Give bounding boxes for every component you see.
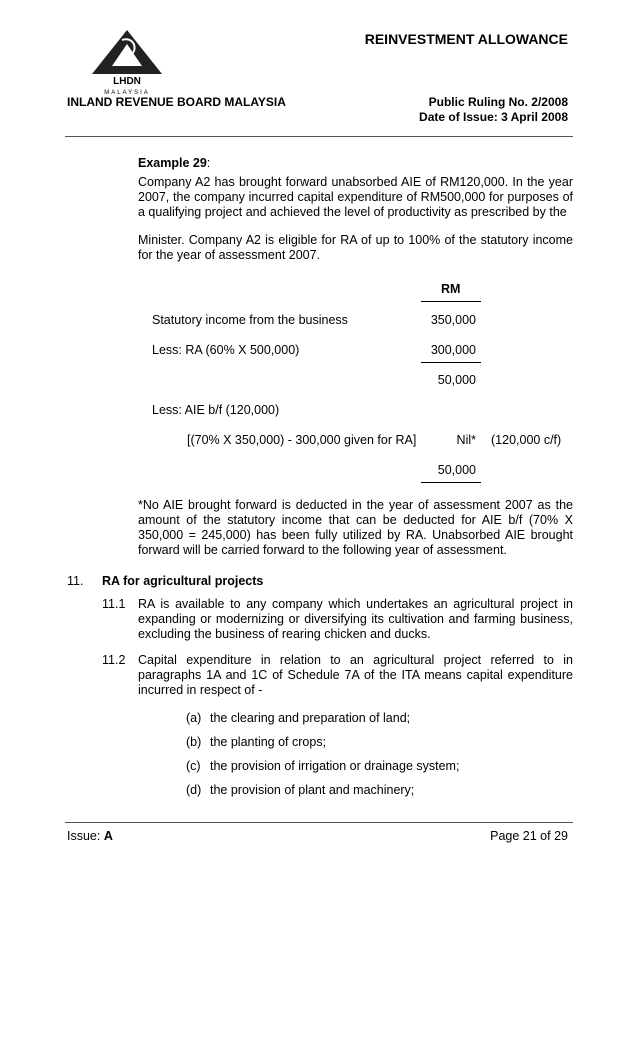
lhdn-logo-icon: [82, 26, 172, 96]
footer-page-number: Page 21 of 29: [490, 829, 568, 843]
lhdn-logo: [82, 26, 172, 96]
section-11-heading: RA for agricultural projects: [102, 574, 264, 588]
list-item-c-text: the provision of irrigation or drainage system;: [210, 759, 460, 773]
footer-divider: [65, 822, 573, 823]
list-item-a-text: the clearing and preparation of land;: [210, 711, 411, 725]
row-aie-label: Less: AIE b/f (120,000): [152, 403, 280, 417]
subtotal-value: 50,000: [437, 373, 476, 387]
example-heading: [138, 156, 210, 171]
header-rule: [421, 301, 481, 302]
row-ra-label: Less: RA (60% X 500,000): [152, 343, 300, 357]
example-paragraph-1: Company A2 has brought forward unabsorbed AIE of RM120,000. In the year 2007, the company incurred capital expenditure of RM500,000 for purposes of a qualifying project and achieved the level of productivity as prescribed by the: [138, 175, 573, 219]
list-item-c-label: (c): [186, 759, 201, 773]
row-ra-value: 300,000: [430, 343, 476, 357]
issue-date: Date of Issue: 3 April 2008: [419, 110, 568, 124]
subtotal-rule: [421, 362, 481, 363]
row-statutory-label: Statutory income from the business: [152, 313, 348, 327]
footer-issue-value: A: [103, 829, 113, 843]
logo-subtext: MALAYSIA: [104, 90, 150, 96]
list-item-d-label: (d): [186, 783, 202, 797]
row-aie-detail-label: [(70% X 350,000) - 300,000 given for RA]: [187, 433, 417, 447]
example-title: Example 29: [138, 156, 207, 170]
header-divider: [65, 136, 573, 137]
section-11-number: 11.: [67, 574, 84, 588]
example-title-suffix: :: [206, 156, 211, 170]
list-item-b-text: the planting of crops;: [210, 735, 327, 749]
list-item-a-label: (a): [186, 711, 202, 725]
document-title: REINVESTMENT ALLOWANCE: [364, 31, 568, 47]
subsection-11-2-number: 11.2: [102, 653, 126, 667]
total-rule: [421, 482, 481, 483]
example-footnote: *No AIE brought forward is deducted in the year of assessment 2007 as the amount of the statutory income that can be deducted for AIE b/f (70% X 350,000 = 245,000) has been fully utilized by RA. Unabsorbed AIE brought forward will be carried forward to the following year of assessment.: [138, 498, 573, 557]
table-column-header: RM: [441, 282, 461, 296]
subsection-11-1-text: RA is available to any company which undertakes an agricultural project in expanding or modernizing or diversifying its cultivation and farming business, excluding the business of rearing chicken and ducks.: [138, 597, 573, 641]
footer-issue: [67, 829, 113, 843]
organization-name: INLAND REVENUE BOARD MALAYSIA: [67, 95, 286, 109]
ruling-number: Public Ruling No. 2/2008: [428, 95, 568, 109]
footer-issue-label: Issue:: [67, 829, 104, 843]
row-statutory-value: 350,000: [430, 313, 476, 327]
subsection-11-1-number: 11.1: [102, 597, 126, 611]
example-paragraph-2: Minister. Company A2 is eligible for RA of up to 100% of the statutory income for the year of assessment 2007.: [138, 233, 573, 262]
list-item-b-label: (b): [186, 735, 202, 749]
row-aie-carry-forward: (120,000 c/f): [491, 433, 562, 447]
subsection-11-2-text: Capital expenditure in relation to an agricultural project referred to in paragraphs 1A and 1C of Schedule 7A of the ITA means capital expenditure incurred in respect of -: [138, 653, 573, 697]
logo-text: LHDN: [113, 76, 141, 87]
list-item-d-text: the provision of plant and machinery;: [210, 783, 415, 797]
total-value: 50,000: [437, 463, 476, 477]
row-aie-detail-value: Nil*: [456, 433, 476, 447]
ruling-info: [419, 95, 568, 125]
